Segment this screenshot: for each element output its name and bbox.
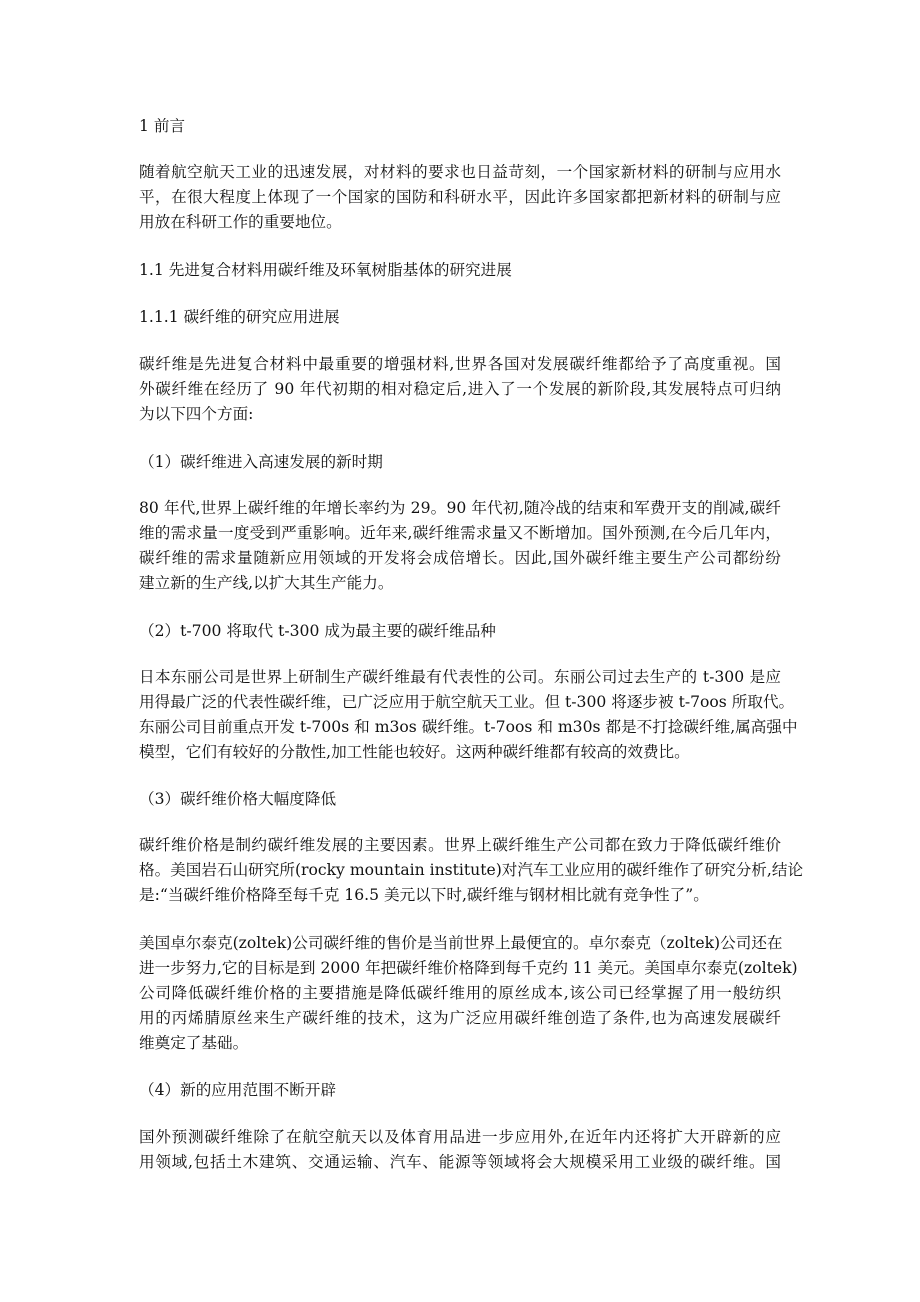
text-line: 碳纤维是先进复合材料中最重要的增强材料,世界各国对发展碳纤维都给予了高度重视。国	[139, 355, 781, 373]
text-line: 为以下四个方面:	[139, 405, 254, 423]
text-line: 美国卓尔泰克(zoltek)公司碳纤维的售价是当前世界上最便宜的。卓尔泰克（zoltek)公司还在	[139, 934, 783, 952]
paragraph-item-3	[139, 833, 804, 908]
text-line: 用放在科研工作的重要地位。	[139, 213, 342, 231]
text-line: 公司降低碳纤维价格的主要措施是降低碳纤维用的原丝成本,该公司已经掌握了用一般纺织	[139, 984, 781, 1002]
text-line: 外碳纤维在经历了 90 年代初期的相对稳定后,进入了一个发展的新阶段,其发展特点可归纳	[139, 380, 781, 398]
heading-section-1-1-1	[139, 305, 781, 330]
text-line: 模型，它们有较好的分散性,加工性能也较好。这两种碳纤维都有较高的效费比。	[139, 743, 690, 761]
text-line: 建立新的生产线,以扩大其生产能力。	[139, 574, 394, 592]
text-line: 80 年代,世界上碳纤维的年增长率约为 29。90 年代初,随冷战的结束和军费开支的削减,碳纤	[139, 499, 781, 517]
text-line: 用的丙烯腈原丝来生产碳纤维的技术，这为广泛应用碳纤维创造了条件,也为高速发展碳纤	[139, 1009, 781, 1027]
paragraph-item-2	[139, 665, 798, 765]
heading-section-1-1	[139, 258, 781, 283]
heading-text: （2）t-700 将取代 t-300 成为最主要的碳纤维品种	[139, 622, 496, 640]
heading-text: 1 前言	[139, 117, 186, 135]
text-line: 用领域,包括土木建筑、交通运输、汽车、能源等领域将会大规模采用工业级的碳纤维。国	[139, 1153, 781, 1171]
text-line: 碳纤维的需求量随新应用领域的开发将会成倍增长。因此,国外碳纤维主要生产公司都纷纷	[139, 549, 781, 567]
text-line: 进一步努力,它的目标是到 2000 年把碳纤维价格降到每千克约 11 美元。美国卓尔泰克(zoltek)	[139, 959, 798, 977]
heading-preface	[139, 114, 781, 139]
text-line: 平，在很大程度上体现了一个国家的国防和科研水平，因此许多国家都把新材料的研制与应	[139, 188, 781, 206]
paragraph-overview	[139, 352, 781, 427]
text-line: 日本东丽公司是世界上研制生产碳纤维最有代表性的公司。东丽公司过去生产的 t-300 是应	[139, 668, 781, 686]
paragraph-intro	[139, 160, 781, 235]
paragraph-item-4	[139, 1125, 781, 1175]
text-line: 是:“当碳纤维价格降至每千克 16.5 美元以下时,碳纤维与钢材相比就有竞争性了”。	[139, 886, 709, 904]
paragraph-item-3-continued	[139, 931, 798, 1056]
item-3-title	[139, 787, 781, 812]
heading-text: （3）碳纤维价格大幅度降低	[139, 790, 337, 808]
text-line: 格。美国岩石山研究所(rocky mountain institute)对汽车工业应用的碳纤维作了研究分析,结论	[139, 861, 804, 879]
heading-text: 1.1.1 碳纤维的研究应用进展	[139, 308, 340, 326]
heading-text: 1.1 先进复合材料用碳纤维及环氧树脂基体的研究进展	[139, 261, 512, 279]
item-2-title	[139, 619, 781, 644]
text-line: 东丽公司目前重点开发 t-700s 和 m3os 碳纤维。t-7oos 和 m30s 都是不打捻碳纤维,属高强中	[139, 718, 798, 736]
item-4-title	[139, 1078, 781, 1103]
text-line: 维奠定了基础。	[139, 1034, 249, 1052]
heading-text: （4）新的应用范围不断开辟	[139, 1081, 337, 1099]
text-line: 随着航空航天工业的迅速发展，对材料的要求也日益苛刻，一个国家新材料的研制与应用水	[139, 163, 781, 181]
heading-text: （1）碳纤维进入高速发展的新时期	[139, 453, 383, 471]
text-line: 用得最广泛的代表性碳纤维，已广泛应用于航空航天工业。但 t-300 将逐步被 t-7oos 所取代。	[139, 693, 795, 711]
paragraph-item-1	[139, 496, 781, 596]
text-line: 国外预测碳纤维除了在航空航天以及体育用品进一步应用外,在近年内还将扩大开辟新的应	[139, 1128, 781, 1146]
item-1-title	[139, 450, 781, 475]
text-line: 碳纤维价格是制约碳纤维发展的主要因素。世界上碳纤维生产公司都在致力于降低碳纤维价	[139, 836, 781, 854]
text-line: 维的需求量一度受到严重影响。近年来,碳纤维需求量又不断增加。国外预测,在今后几年内，	[139, 524, 781, 542]
